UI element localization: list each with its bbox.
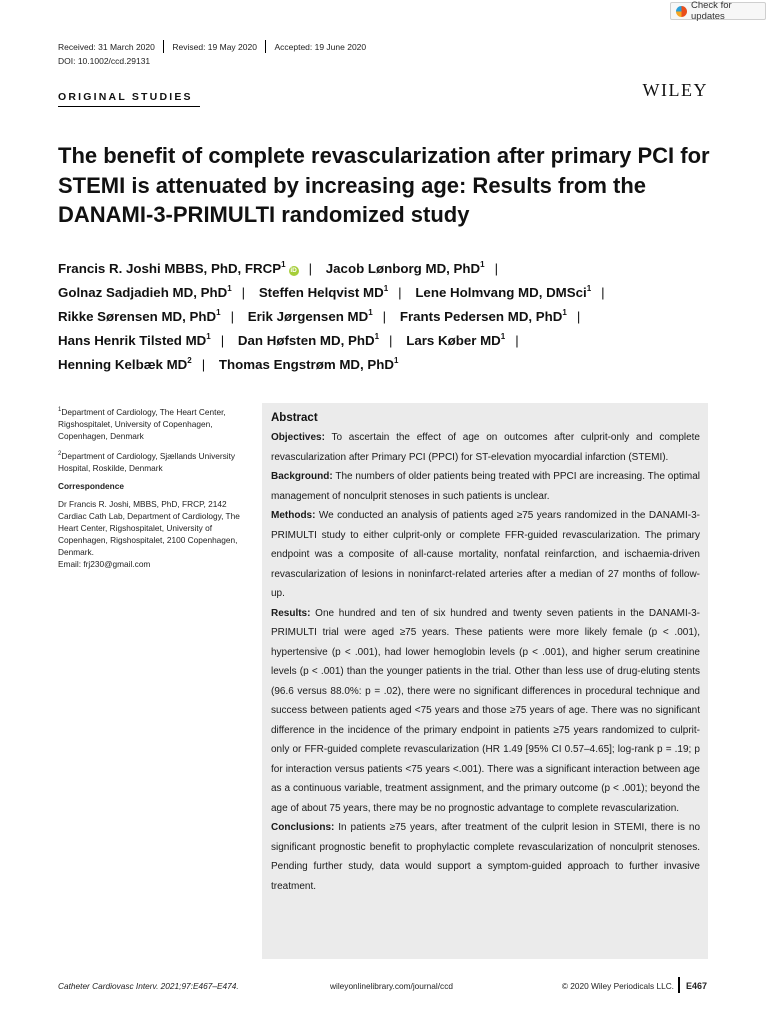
author-list: Francis R. Joshi MBBS, PhD, FRCP$^1$iD | Jacob Lønborg MD, PhD$^1$ | Golnaz Sadjadieh MD, PhD$^1$ | Steffen Helqvist $MD^1$ | Lene Holmvang MD, DMSci$^1$ | Rikke Sørensen MD, PhD$^1$ | Erik Jørgensen $MD^1$ | Frants Pedersen MD, PhD$^1$ | Hans Henrik Tilsted $MD^1$ | Dan Høfsten MD, PhD$^1$ | Lars Køber $MD^1$ | Henning Kelbæk $MD^2$ | Thomas Engstrøm MD, PhD$^1$ [58, 259, 605, 372]
abstract-methods: Methods: We conducted an analysis of patients aged ≥75 years randomized in the DANAMI-3-PRIMULTI study to either culprit-only or complete FFR-guided revascularization. The primary endpoint was a composite of all-cause mortality, nonfatal reinfarction, and ischaemia-driven revascularization of lesions in noninfarct-related arteries after a median of 27 months of follow-up. [271, 510, 701, 599]
author[interactable]: Jacob Lønborg MD, PhD$^1$ [325, 259, 485, 276]
meta-divider [265, 40, 267, 53]
correspondence-heading: Correspondence [58, 480, 124, 491]
abstract-heading: Abstract [271, 412, 318, 424]
article-history [58, 40, 366, 53]
affiliation: $^1$Department of Cardiology, The Heart Center, Rigshospitalet, University of Copenhagen, Copenhagen, Denmark [58, 406, 226, 441]
check-for-updates-label: Check for updates [691, 0, 732, 22]
author[interactable]: Henning Kelbæk $MD^2$ [58, 355, 192, 372]
author[interactable]: Steffen Helqvist $MD^1$ [258, 283, 389, 300]
crossmark-icon [676, 6, 687, 17]
correspondence-email[interactable]: Email: frj230@gmail.com [58, 558, 151, 569]
article-title: The benefit of complete revascularization after primary PCI for STEMI is attenuated by increasing age: Results from the DANAMI-3-PRIMULTI randomized study [58, 143, 710, 227]
abstract-conclusions: Conclusions: In patients ≥75 years, after treatment of the culprit lesion in STEMI, there is no significant prognostic benefit to prophylactic complete revascularization of nonculprit stenoses. Pending further study, data would support a symptom-guided approach to further invasive treatment. [271, 822, 701, 892]
author[interactable]: Hans Henrik Tilsted $MD^1$ [58, 331, 211, 348]
author[interactable]: Francis R. Joshi MBBS, PhD, FRCP$^1$ [58, 259, 286, 276]
meta-divider [163, 40, 165, 53]
journal-url[interactable]: wileyonlinelibrary.com/journal/ccd [330, 981, 453, 991]
author[interactable]: Rikke Sørensen MD, PhD$^1$ [58, 307, 221, 324]
check-for-updates-button[interactable] [670, 2, 766, 20]
affiliations-column [58, 404, 248, 570]
doi[interactable]: DOI: 10.1002/ccd.29131 [58, 56, 151, 66]
author[interactable]: Frants Pedersen MD, PhD$^1$ [399, 307, 567, 324]
abstract-box [262, 403, 708, 959]
author[interactable]: Erik Jørgensen $MD^1$ [247, 307, 373, 324]
footer-divider [678, 977, 680, 993]
abstract-objectives: Objectives: To ascertain the effect of age on outcomes after culprit-only and complete revascularization after Primary PCI (PPCI) for ST-elevation myocardial infarction (STEMI). [271, 432, 700, 463]
journal-citation: Catheter Cardiovasc Interv. 2021;97:E467–E474. [58, 981, 239, 991]
copyright: © 2020 Wiley Periodicals LLC. [561, 981, 674, 991]
abstract-background: Background: The numbers of older patients being treated with PPCI are increasing. The optimal management of nonculprit stenoses in such patients is unclear. [271, 471, 700, 502]
revised-date: Revised: 19 May 2020 [172, 41, 257, 52]
section-rule [58, 106, 200, 107]
affiliation: $^2$Department of Cardiology, Sjællands University Hospital, Roskilde, Denmark [58, 450, 236, 473]
received-date: Received: 31 March 2020 [58, 41, 155, 52]
author[interactable]: Dan Høfsten MD, PhD$^1$ [237, 331, 380, 348]
abstract-results: Results: One hundred and ten of six hundred and twenty seven patients in the DANAMI-3-PRIMULTI trial were aged ≥75 years. These patients were more likely female (p < .001), hypertensive (p < .001), had lower hemoglobin levels (p < .001), and higher serum creatinine levels (p < .001) than the younger patients in the trial. Other than less use of drug-eluting stents (96.6 versus 88.0%: p = .02), there were no significant differences in procedural technique and success between patients aged <75 years and those ≥75 years of age. There was no significant difference in the incidence of the primary endpoint in patients ≥75 years randomized to culprit-only or FFR-guided complete revascularization (HR 1.49 [95% CI 0.57–4.65]; log-rank p = .19; p for interaction versus patients <75 years <.001). There was a significant interaction between age as a continuous variable, treatment assignment, and the primary outcome (p < .001); beyond the age of about 75 years, there may be no prognostic advantage to complete revascularization. [271, 607, 700, 814]
author[interactable]: Lene Holmvang MD, DMSci$^1$ [415, 283, 592, 300]
author[interactable]: Thomas Engstrøm MD, PhD$^1$ [218, 355, 399, 372]
accepted-date: Accepted: 19 June 2020 [274, 41, 367, 52]
correspondence-address: Dr Francis R. Joshi, MBBS, PhD, FRCP, 2142 Cardiac Cath Lab, Department of Cardiology, The Heart Center, Rigshospitalet, University of Copenhagen, Rigshospitalet, 2100 Copenhagen, Denmark. Email: frj230@gmail.com [58, 498, 240, 569]
orcid-icon[interactable]: iD [290, 267, 297, 274]
section-label: ORIGINAL STUDIES [58, 91, 193, 103]
author[interactable]: Golnaz Sadjadieh MD, PhD$^1$ [58, 283, 232, 300]
publisher-logo: WILEY [642, 80, 708, 100]
author[interactable]: Lars Køber $MD^1$ [406, 331, 506, 348]
page-number: E467 [686, 981, 708, 991]
